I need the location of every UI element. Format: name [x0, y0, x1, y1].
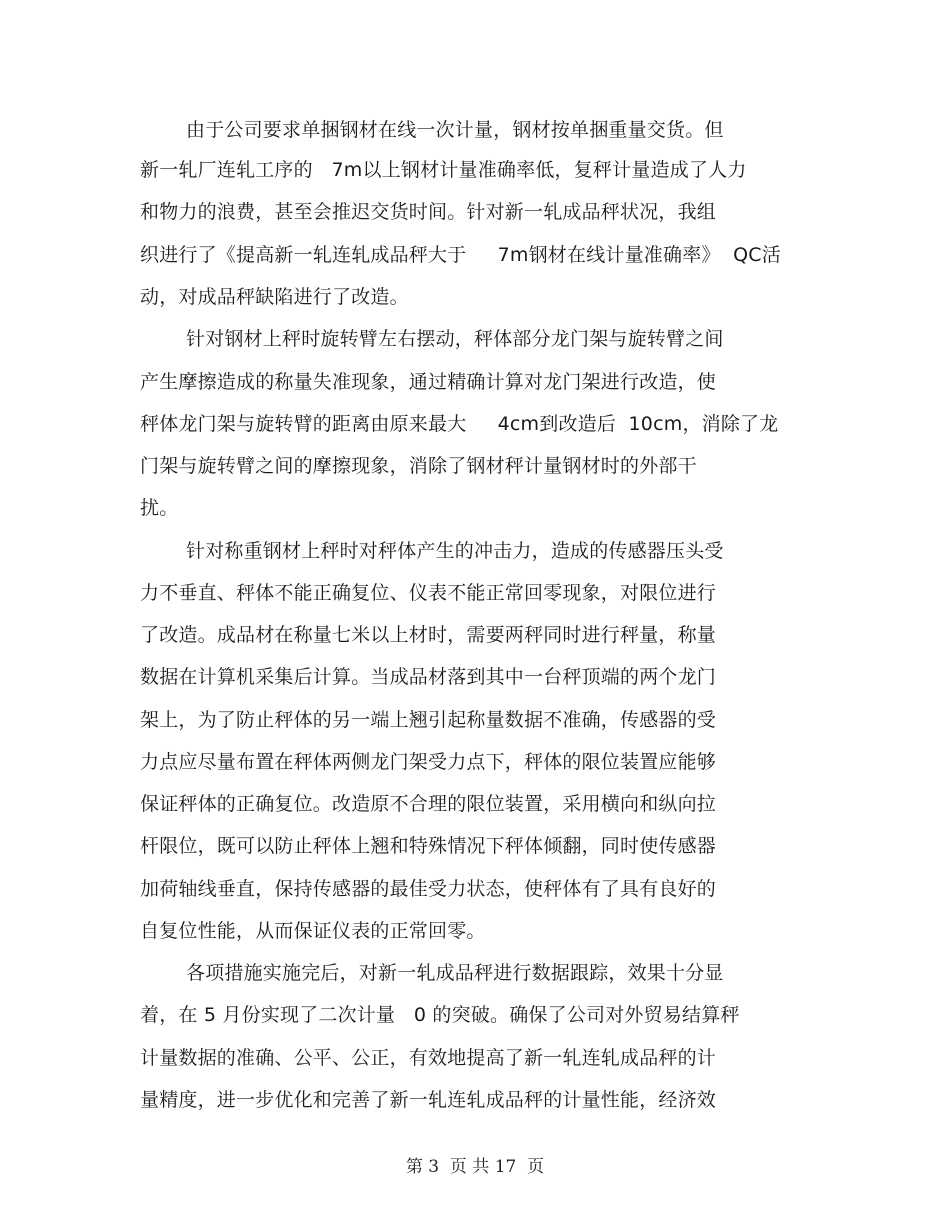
paragraph-2-line-4: 门架与旋转臂之间的摩擦现象，消除了钢材秤计量钢材时的外部干: [140, 455, 697, 477]
paragraph-1-line-2: 新一轧厂连轧工序的 7m以上钢材计量准确率低，复秤计量造成了人力: [140, 159, 747, 181]
paragraph-3-line-7: 保证秤体的正确复位。改造原不合理的限位装置，采用横向和纵向拉: [140, 793, 717, 815]
paragraph-2-line-2: 产生摩擦造成的称量失准现象，通过精确计算对龙门架进行改造，使: [140, 371, 717, 393]
paragraph-4-line-3: 计量数据的准确、公平、公正，有效地提高了新一轧连轧成品秤的计: [140, 1047, 717, 1069]
paragraph-4-line-2: 着，在 5 月份实现了二次计量 0 的突破。确保了公司对外贸易结算秤: [140, 1004, 740, 1026]
paragraph-2-line-5: 扰。: [140, 497, 179, 519]
paragraph-1-line-3: 和物力的浪费，甚至会推迟交货时间。针对新一轧成品秤状况，我组: [140, 201, 717, 223]
paragraph-1-line-4: 织进行了《提高新一轧连轧成品秤大于 7m钢材在线计量准确率》 QC活: [140, 244, 781, 266]
paragraph-3-line-9: 加荷轴线垂直，保持传感器的最佳受力状态，使秤体有了具有良好的: [140, 878, 717, 900]
paragraph-3-line-3: 了改造。成品材在称量七米以上材时，需要两秤同时进行秤量，称量: [140, 624, 717, 646]
paragraph-1-line-1: 由于公司要求单捆钢材在线一次计量，钢材按单捆重量交货。但: [186, 119, 724, 141]
paragraph-3-line-4: 数据在计算机采集后计算。当成品材落到其中一台秤顶端的两个龙门: [140, 666, 717, 688]
paragraph-2-line-1: 针对钢材上秤时旋转臂左右摆动，秤体部分龙门架与旋转臂之间: [186, 328, 724, 350]
paragraph-2-line-3: 秤体龙门架与旋转臂的距离由原来最大 4cm到改造后 10cm，消除了龙: [140, 413, 779, 435]
paragraph-3-line-10: 自复位性能，从而保证仪表的正常回零。: [140, 920, 486, 942]
paragraph-4-line-1: 各项措施实施完后，对新一轧成品秤进行数据跟踪，效果十分显: [186, 962, 724, 984]
page-number-footer: 第 3 页 共 17 页: [405, 1157, 545, 1177]
paragraph-3-line-6: 力点应尽量布置在秤体两侧龙门架受力点下，秤体的限位装置应能够: [140, 751, 717, 773]
paragraph-1-line-5: 动，对成品秤缺陷进行了改造。: [140, 286, 409, 308]
paragraph-3-line-2: 力不垂直、秤体不能正确复位、仪表不能正常回零现象，对限位进行: [140, 582, 717, 604]
paragraph-3-line-8: 杆限位，既可以防止秤体上翘和特殊情况下秤体倾翻，同时使传感器: [140, 835, 717, 857]
paragraph-3-line-5: 架上，为了防止秤体的另一端上翘引起称量数据不准确，传感器的受: [140, 709, 717, 731]
paragraph-4-line-4: 量精度，进一步优化和完善了新一轧连轧成品秤的计量性能，经济效: [140, 1089, 717, 1111]
paragraph-3-line-1: 针对称重钢材上秤时对秤体产生的冲击力，造成的传感器压头受: [186, 540, 724, 562]
